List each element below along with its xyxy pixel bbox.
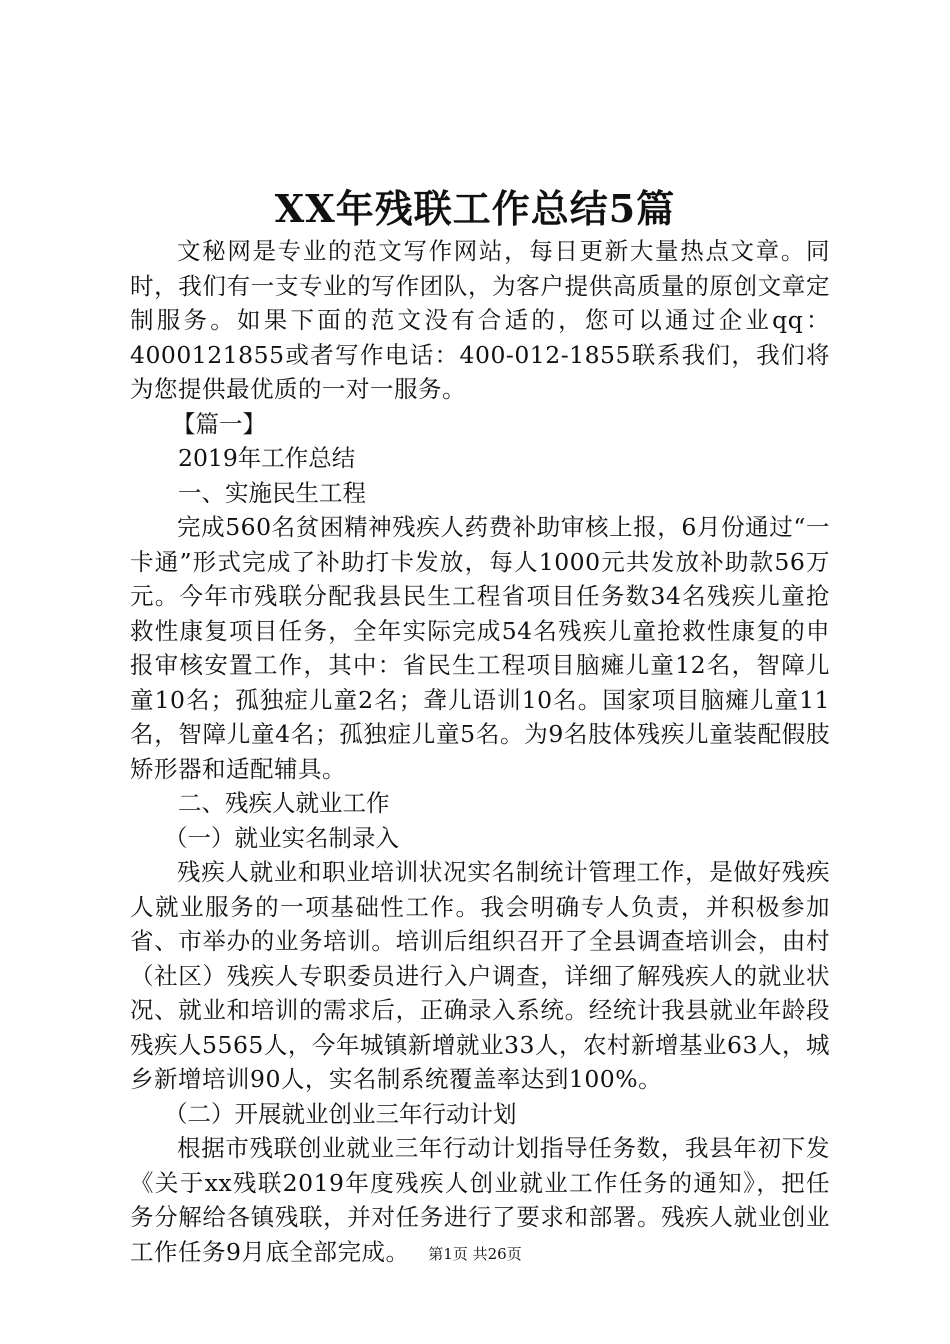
subheading-1: （一）就业实名制录入: [164, 823, 399, 852]
paragraph-3: 根据市残联创业就业三年行动计划指导任务数，我县年初下发《关于xx残联2019年度残疾人创业就业工作任务的通知》，把任务分解给各镇残联，并对任务进行了要求和部署。残疾人就业创业工作任务9月底全部完成。: [130, 1134, 830, 1266]
section-subtitle: 2019年工作总结: [178, 444, 356, 472]
paragraph-2: 残疾人就业和职业培训状况实名制统计管理工作，是做好残疾人就业服务的一项基础性工作。我会明确专人负责，并积极参加省、市举办的业务培训。培训后组织召开了全县调查培训会，由村（社区）残疾人专职委员进行入户调查，详细了解残疾人的就业状况、就业和培训的需求后，正确录入系统。经统计我县就业年龄段残疾人5565人，今年城镇新增就业33人，农村新增基业63人，城乡新增培训90人，实名制系统覆盖率达到100%。: [130, 858, 830, 1093]
intro-paragraph: 文秘网是专业的范文写作网站，每日更新大量热点文章。同时，我们有一支专业的写作团队，为客户提供高质量的原创文章定制服务。如果下面的范文没有合适的，您可以通过企业qq：4000121855或者写作电话：400-012-1855联系我们，我们将为您提供最优质的一对一服务。: [130, 237, 830, 403]
document-body: [130, 234, 830, 1269]
heading-1: 一、实施民生工程: [178, 478, 366, 507]
section-label: 【篇一】: [172, 409, 266, 438]
document-title: XX年残联工作总结5篇: [274, 186, 676, 231]
subheading-2: （二）开展就业创业三年行动计划: [164, 1099, 517, 1128]
heading-2: 二、残疾人就业工作: [178, 789, 390, 817]
paragraph-1: 完成560名贫困精神残疾人药费补助审核上报，6月份通过“一卡通”形式完成了补助打卡发放，每人1000元共发放补助款56万元。今年市残联分配我县民生工程省项目任务数34名残疾儿童抢救性康复项目任务，全年实际完成54名残疾儿童抢救性康复的申报审核安置工作，其中：省民生工程项目脑瘫儿童12名，智障儿童10名；孤独症儿童2名；聋儿语训10名。国家项目脑瘫儿童11名，智障儿童4名；孤独症儿童5名。为9名肢体残疾儿童装配假肢矫形器和适配辅具。: [130, 513, 830, 783]
page-indicator: 第1页 共26页: [428, 1245, 522, 1263]
